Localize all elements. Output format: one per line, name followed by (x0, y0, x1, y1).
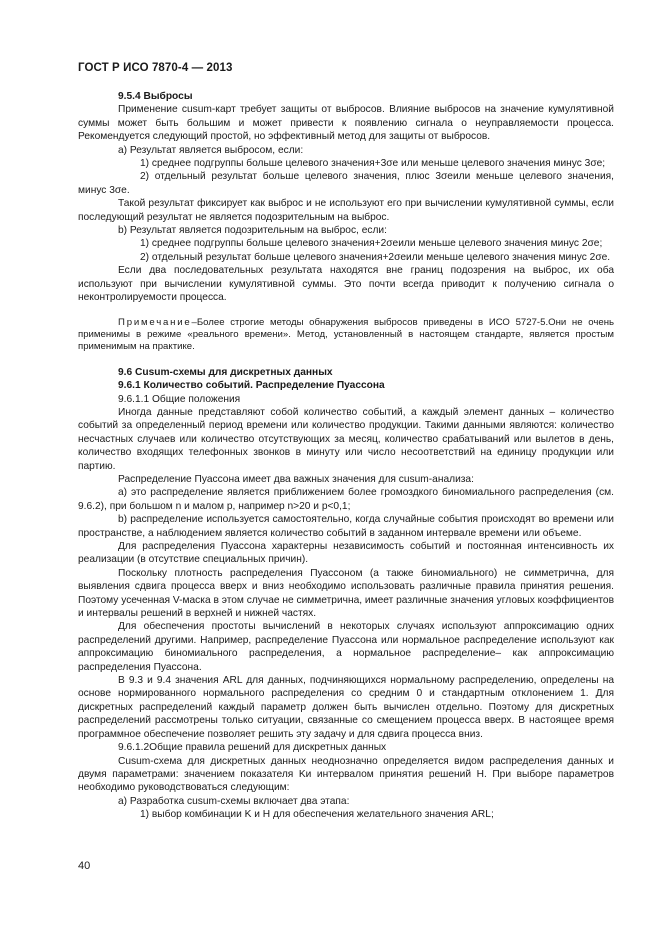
list-item-a2: 2) отдельный результат больше целевого значения, плюс 3σеили меньше целевого значения, минус 3σе. (78, 171, 614, 196)
subsection-heading-9-6-1-2: 9.6.1.2Общие правила решений для дискретных данных (118, 742, 387, 754)
paragraph: Cusum-схема для дискретных данных неоднозначно определяется видом распределения данных и двумя параметрами: значением показателя Kи интервалом принятия решений H. При выборе параметров необходимо руководствоваться следующим: (78, 755, 614, 794)
note-label: Примечание (118, 316, 192, 328)
section-heading-9-6-1: 9.6.1 Количество событий. Распределение Пуассона (118, 380, 385, 392)
paragraph: Если два последовательных результата находятся вне границ подозрения на выброс, их оба используют при вычислении кумулятивной суммы. Это почти всегда приводит к получению сигнала о неконтролируемости процесса. (78, 265, 614, 304)
list-item-a1: 1) выбор комбинации K и H для обеспечения желательного значения ARL; (140, 809, 494, 821)
paragraph: Такой результат фиксирует как выброс и не используют его при вычислении кумулятивной суммы, если последующий результат не является подозрительным на выброс. (78, 198, 614, 223)
paragraph: Иногда данные представляют собой количество событий, а каждый элемент данных – количество событий за определенный период времени или количество продукции. Такими данными являются: количество несчастных случаев или количество отсутствующих за месяц, количество срабатываний или вылетов в день, количество входящих телефонных звонков в минуту или число несоответствий на единицу продукции или партию. (78, 406, 614, 472)
list-item-b: b) распределение используется самостоятельно, когда случайные события происходят во времени или пространстве, а наблюдением является количество событий в заданном интервале времени или объеме. (78, 514, 614, 539)
subsection-heading-9-6-1-1: 9.6.1.1 Общие положения (118, 393, 241, 405)
list-item-b2: 2) отдельный результат больше целевого значения+2σеили меньше целевого значения минус 2σе. (140, 251, 611, 263)
list-item-a: а) это распределение является приближением более громоздкого биномиального распределения (см. 9.6.2), при большом n и малом p, например n>20 и p<0,1; (78, 487, 614, 512)
list-item-a: а) Результат является выбросом, если: (118, 144, 304, 156)
note (78, 317, 614, 354)
document-body (78, 90, 614, 822)
page-header-standard: ГОСТ Р ИСО 7870-4 — 2013 (78, 62, 233, 74)
paragraph: Применение cusum-карт требует защиты от выбросов. Влияние выбросов на значение кумулятивной суммы может быть большим и может привести к появлению сигнала о неуправляемости процесса. Рекомендуется следующий простой, но эффективный метод для защиты от выбросов. (78, 104, 614, 143)
paragraph: Распределение Пуассона имеет два важных значения для cusum-анализа: (118, 473, 474, 485)
paragraph: В 9.3 и 9.4 значения ARL для данных, подчиняющихся нормальному распределению, определены на основе нормированного нормального распределения со средним 0 и стандартным отклонением 1. Для дискретных распределений каждый параметр должен быть вычислен отдельно. Поэтому для дискретных распределений рассмотрены только ситуации, связанные со смещением процесса вверх. В настоящее время программное обеспечение позволяет решить эту задачу и для сдвига процесса вниз. (78, 675, 614, 740)
list-item-a: а) Разработка cusum-схемы включает два этапа: (118, 795, 350, 807)
page-number: 40 (78, 860, 91, 872)
list-item-b: b) Результат является подозрительным на выброс, если: (118, 225, 387, 237)
list-item-a1: 1) среднее подгруппы больше целевого значения+3σе или меньше целевого значения минус 3σе; (140, 158, 606, 170)
paragraph: Поскольку плотность распределения Пуассоном (а также биномиального) не симметрична, для выявления сдвига процесса вверх и вниз необходимо использовать различные правила принятия решения. Поэтому усеченная V-маска в этом случае не симметрична, имеет различные значения угловых коэффициентов и интервалы решений в верхней и нижней частях. (78, 567, 614, 620)
note-text: –Более строгие методы обнаружения выбросов приведены в ИСО 5727-5.Они не очень применимы в режиме «реального времени». Метод, установленный в настоящем стандарте, является простым применимым на практике. (78, 316, 614, 353)
paragraph: Для распределения Пуассона характерны независимость событий и постоянная интенсивность их реализации (в отсутствие специальных причин). (78, 541, 614, 566)
section-heading-9-5-4: 9.5.4 Выбросы (118, 91, 193, 102)
list-item-b1: 1) среднее подгруппы больше целевого значения+2σеили меньше целевого значения минус 2σе; (140, 238, 603, 250)
paragraph: Для обеспечения простоты вычислений в некоторых случаях используют аппроксимацию одних распределений другими. Например, распределение Пуассона или нормальное распределение используют как аппроксимацию биномиального распределения, а нормальное распределение– как аппроксимацию распределения Пуассона. (78, 621, 614, 673)
section-heading-9-6: 9.6 Cusum-схемы для дискретных данных (118, 366, 333, 378)
